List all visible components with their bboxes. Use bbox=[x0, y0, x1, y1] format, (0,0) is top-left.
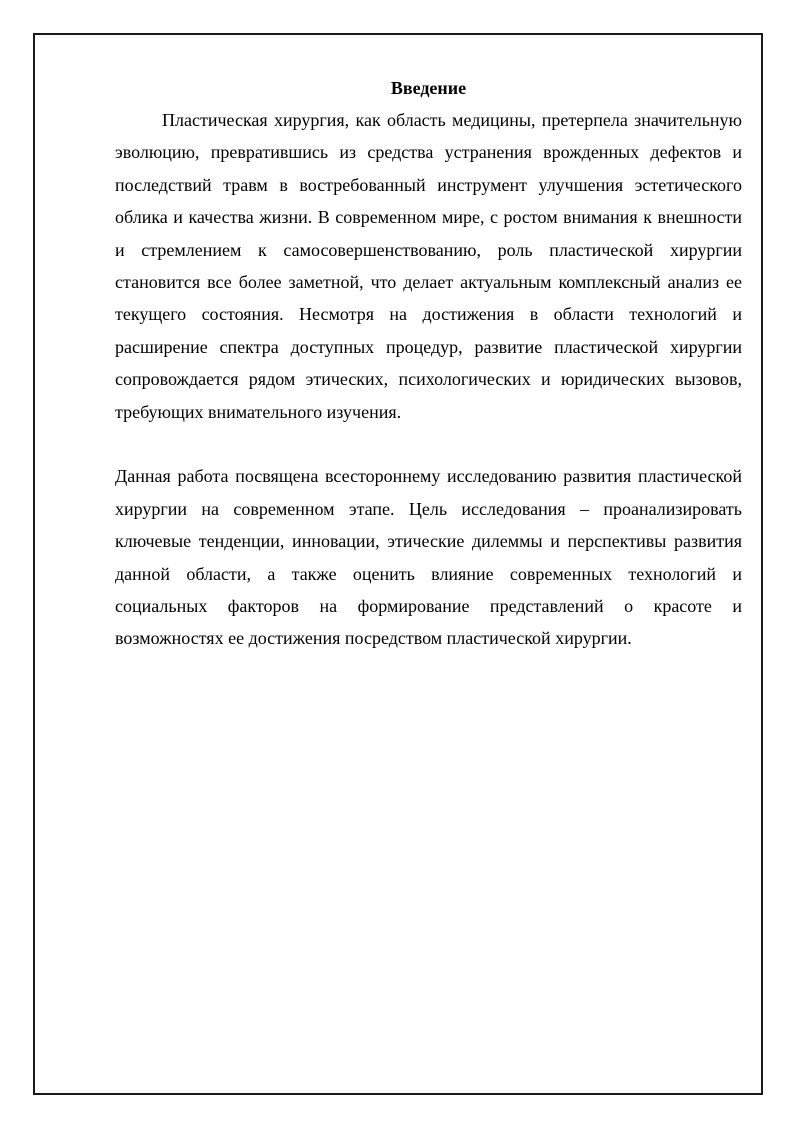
paragraph-spacer bbox=[115, 428, 742, 460]
section-heading: Введение bbox=[390, 78, 467, 98]
document-body bbox=[115, 74, 742, 655]
paragraph-purpose: Данная работа посвящена всестороннему исследованию развития пластической хирургии на современном этапе. Цель исследования – проанализировать ключевые тенденции, инновации, этические дилеммы и перспективы развития данной области, а также оценить влияние современных технологий и социальных факторов на формирование представлений о красоте и возможностях ее достижения посредством пластической хирургии. bbox=[115, 466, 742, 649]
paragraph-intro: Пластическая хирургия, как область медицины, претерпела значительную эволюцию, превратившись из средства устранения врожденных дефектов и последствий травм в востребованный инструмент улучшения эстетического облика и качества жизни. В современном мире, с ростом внимания к внешности и стремлением к самосовершенствованию, роль пластической хирургии становится все более заметной, что делает актуальным комплексный анализ ее текущего состояния. Несмотря на достижения в области технологий и расширение спектра доступных процедур, развитие пластической хирургии сопровождается рядом этических, психологических и юридических вызовов, требующих внимательного изучения. bbox=[115, 110, 742, 422]
